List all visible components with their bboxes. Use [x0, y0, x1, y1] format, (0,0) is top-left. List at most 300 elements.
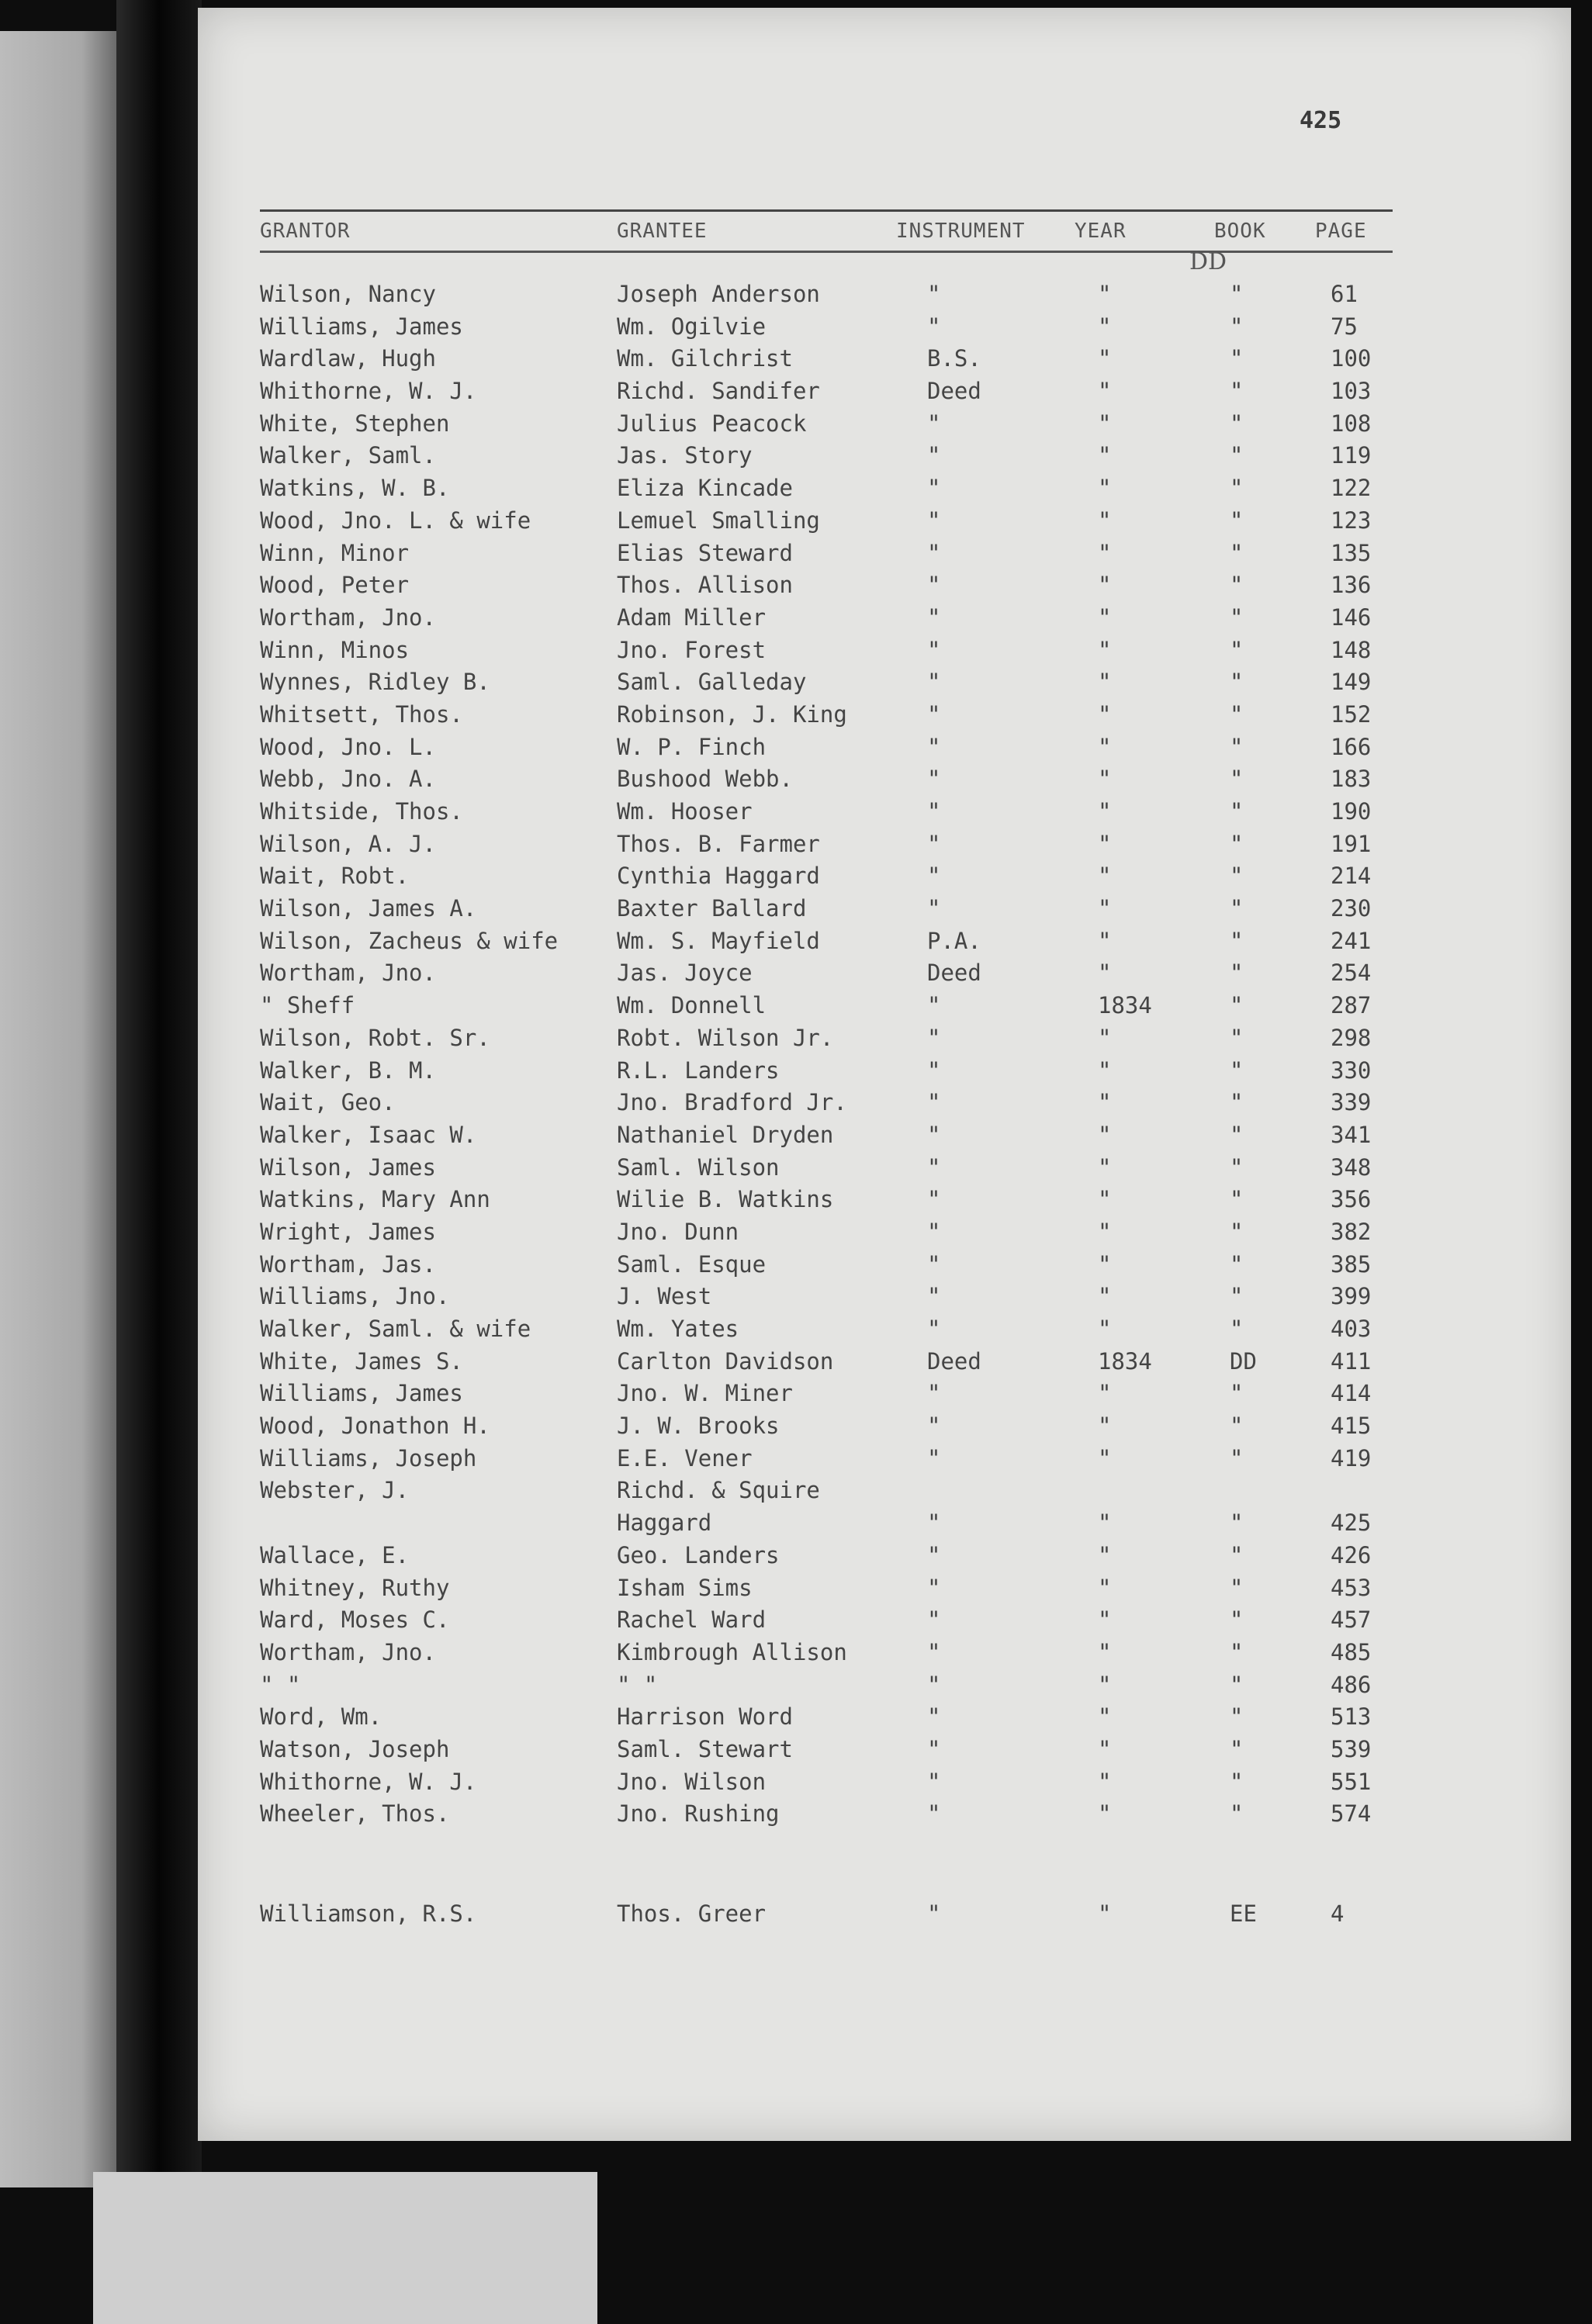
cell-instrument: ": [927, 1250, 941, 1278]
table-row: [260, 1769, 1393, 1801]
cell-book: ": [1230, 1153, 1244, 1181]
table-row: [260, 1283, 1393, 1316]
cell-grantor: Wood, Peter: [260, 572, 410, 599]
table-row: [260, 1413, 1393, 1445]
cell-grantor: Wright, James: [260, 1218, 436, 1245]
cell-instrument: ": [927, 1024, 941, 1051]
cell-instrument: ": [927, 1703, 941, 1731]
cell-grantor: Wortham, Jno.: [260, 1638, 436, 1665]
cell-grantee: Wm. S. Mayfield: [617, 927, 820, 954]
table-row: [260, 1089, 1393, 1122]
cell-page: 399: [1331, 1283, 1372, 1310]
cell-instrument: ": [927, 1121, 941, 1148]
cell-year: ": [1098, 830, 1112, 857]
table-row: [260, 1510, 1393, 1542]
cell-instrument: ": [927, 281, 941, 307]
cell-page: 341: [1331, 1121, 1372, 1148]
cell-instrument: ": [927, 1541, 941, 1568]
adjacent-page-strip: [0, 31, 116, 2187]
cell-grantee: Rachel Ward: [617, 1606, 767, 1634]
cell-year: ": [1098, 1024, 1112, 1051]
cell-grantee: Wm. Ogilvie: [617, 313, 767, 340]
table-row: [260, 1186, 1393, 1219]
table-row: [260, 1639, 1393, 1672]
cell-book: ": [1230, 798, 1244, 825]
cell-grantee: Jas. Story: [617, 442, 753, 469]
cell-grantor: Williams, James: [260, 313, 463, 340]
cell-year: ": [1098, 1250, 1112, 1278]
cell-page: 108: [1331, 410, 1372, 437]
cell-grantee: Saml. Stewart: [617, 1735, 793, 1762]
ledger-page: [198, 8, 1571, 2141]
cell-grantee: Joseph Anderson: [617, 281, 820, 307]
table-row: [260, 960, 1393, 992]
cell-instrument: Deed: [927, 1347, 981, 1375]
cell-year: ": [1098, 1153, 1112, 1181]
cell-grantee: Thos. Greer: [617, 1900, 767, 1927]
cell-instrument: ": [927, 603, 941, 631]
cell-page: 166: [1331, 733, 1372, 760]
table-row: [260, 345, 1393, 378]
table-row: [260, 1672, 1393, 1704]
cell-year: ": [1098, 1444, 1112, 1472]
cell-grantee: Jno. Wilson: [617, 1768, 767, 1795]
cell-book: ": [1230, 539, 1244, 566]
cell-grantor: Wait, Robt.: [260, 863, 410, 890]
table-row: [260, 281, 1393, 313]
cell-page: 411: [1331, 1347, 1372, 1375]
cell-grantor: Wortham, Jno.: [260, 960, 436, 987]
cell-grantor: Wallace, E.: [260, 1541, 410, 1568]
table-row: [260, 1703, 1393, 1736]
cell-page: 103: [1331, 378, 1372, 405]
cell-book: ": [1230, 507, 1244, 534]
cell-grantor: Wood, Jno. L. & wife: [260, 507, 531, 534]
cell-page: 122: [1331, 475, 1372, 502]
table-row: [260, 1316, 1393, 1348]
cell-year: ": [1098, 1606, 1112, 1634]
table-row: [260, 507, 1393, 540]
cell-grantee: Isham Sims: [617, 1574, 753, 1601]
table-row: [260, 895, 1393, 928]
cell-book: ": [1230, 1541, 1244, 1568]
cell-grantor: Wortham, Jno.: [260, 603, 436, 631]
cell-book: ": [1230, 1703, 1244, 1731]
cell-year: ": [1098, 1638, 1112, 1665]
cell-grantee: Saml. Galleday: [617, 669, 807, 696]
column-header-row: [260, 209, 1393, 253]
cell-grantee: Wm. Yates: [617, 1316, 739, 1342]
cell-grantor: Whithorne, W. J.: [260, 1768, 477, 1795]
cell-book: ": [1230, 669, 1244, 696]
cell-book: ": [1230, 572, 1244, 599]
cell-book: ": [1230, 442, 1244, 469]
header-year: YEAR: [1075, 220, 1127, 243]
cell-page: 513: [1331, 1703, 1372, 1731]
cell-grantor: Wilson, Zacheus & wife: [260, 927, 559, 954]
cell-grantor: Ward, Moses C.: [260, 1606, 450, 1634]
table-row: [260, 1057, 1393, 1090]
cell-grantee: Saml. Wilson: [617, 1153, 780, 1181]
table-row: [260, 1122, 1393, 1154]
cell-page: 254: [1331, 960, 1372, 987]
cell-year: ": [1098, 1057, 1112, 1084]
table-row: [260, 475, 1393, 507]
table-row: [260, 1380, 1393, 1413]
cell-page: 148: [1331, 636, 1372, 663]
cell-year: ": [1098, 960, 1112, 987]
header-page: PAGE: [1315, 220, 1367, 243]
cell-grantor: Wood, Jno. L.: [260, 733, 436, 760]
cell-instrument: ": [927, 1574, 941, 1601]
cell-grantee: Bushood Webb.: [617, 766, 793, 793]
table-row: [260, 1800, 1393, 1833]
cell-year: ": [1098, 378, 1112, 405]
cell-year: ": [1098, 766, 1112, 793]
cell-page: 214: [1331, 863, 1372, 890]
cell-page: 4: [1331, 1900, 1345, 1927]
cell-year: ": [1098, 1218, 1112, 1245]
cell-year: ": [1098, 603, 1112, 631]
cell-grantor: Wood, Jonathon H.: [260, 1413, 490, 1440]
table-row: [260, 734, 1393, 766]
cell-grantor: Word, Wm.: [260, 1703, 382, 1731]
cell-instrument: ": [927, 507, 941, 534]
cell-year: 1834: [1098, 992, 1152, 1019]
table-row: [260, 1736, 1393, 1769]
cell-instrument: Deed: [927, 960, 981, 987]
cell-page: 61: [1331, 281, 1358, 307]
cell-grantor: Wilson, James A.: [260, 895, 477, 922]
table-row: [260, 1025, 1393, 1057]
ledger-rows: [260, 281, 1393, 1833]
cell-grantor: Walker, Saml. & wife: [260, 1316, 531, 1342]
cell-book: DD: [1230, 1347, 1257, 1375]
table-row: [260, 1348, 1393, 1381]
cell-year: ": [1098, 1671, 1112, 1698]
table-row: [260, 1251, 1393, 1284]
cell-grantor: Whitney, Ruthy: [260, 1574, 450, 1601]
cell-grantee: Adam Miller: [617, 603, 767, 631]
cell-page: 152: [1331, 700, 1372, 728]
cell-year: ": [1098, 1574, 1112, 1601]
table-row: [260, 1575, 1393, 1607]
cell-page: 453: [1331, 1574, 1372, 1601]
cell-grantee: Saml. Esque: [617, 1250, 767, 1278]
cell-year: ": [1098, 1316, 1112, 1342]
cell-instrument: B.S.: [927, 345, 981, 372]
cell-grantee: J. W. Brooks: [617, 1413, 780, 1440]
cell-grantor: Wilson, Nancy: [260, 281, 436, 307]
cell-grantee: Jas. Joyce: [617, 960, 753, 987]
cell-grantor: Whithorne, W. J.: [260, 378, 477, 405]
cell-grantor: Webb, Jno. A.: [260, 766, 436, 793]
header-instrument: INSTRUMENT: [896, 220, 1026, 243]
cell-grantor: Walker, Saml.: [260, 442, 436, 469]
cell-page: 457: [1331, 1606, 1372, 1634]
table-row: [260, 863, 1393, 895]
cell-grantor: Wilson, James: [260, 1153, 436, 1181]
cell-instrument: ": [927, 475, 941, 502]
cell-grantee: Robinson, J. King: [617, 700, 847, 728]
cell-instrument: ": [927, 1638, 941, 1665]
cell-grantee: Julius Peacock: [617, 410, 807, 437]
table-row: [260, 1900, 1393, 1933]
cell-grantee: Haggard: [617, 1510, 712, 1537]
cell-year: ": [1098, 410, 1112, 437]
cell-year: ": [1098, 1703, 1112, 1731]
cell-instrument: ": [927, 766, 941, 793]
table-row: [260, 572, 1393, 604]
cell-grantor: Winn, Minor: [260, 539, 410, 566]
cell-instrument: ": [927, 1089, 941, 1116]
cell-book: ": [1230, 636, 1244, 663]
cell-page: 339: [1331, 1089, 1372, 1116]
cell-grantor: Walker, B. M.: [260, 1057, 436, 1084]
cell-book: ": [1230, 1218, 1244, 1245]
cell-book: ": [1230, 410, 1244, 437]
cell-page: 75: [1331, 313, 1358, 340]
cell-instrument: ": [927, 863, 941, 890]
table-row: [260, 992, 1393, 1025]
cell-book: ": [1230, 895, 1244, 922]
cell-grantee: Richd. Sandifer: [617, 378, 820, 405]
cell-book: ": [1230, 1735, 1244, 1762]
cell-page: 149: [1331, 669, 1372, 696]
cell-instrument: P.A.: [927, 927, 981, 954]
cell-grantor: Watkins, W. B.: [260, 475, 450, 502]
cell-instrument: ": [927, 1057, 941, 1084]
cell-book: ": [1230, 1510, 1244, 1537]
cell-year: ": [1098, 539, 1112, 566]
table-row: [260, 798, 1393, 831]
cell-instrument: ": [927, 1283, 941, 1310]
cell-year: ": [1098, 1541, 1112, 1568]
cell-grantor: Wait, Geo.: [260, 1089, 396, 1116]
cell-page: 330: [1331, 1057, 1372, 1084]
cell-year: ": [1098, 1186, 1112, 1213]
cell-page: 183: [1331, 766, 1372, 793]
cell-book: ": [1230, 1380, 1244, 1407]
cell-grantor: Wardlaw, Hugh: [260, 345, 436, 372]
cell-instrument: ": [927, 1510, 941, 1537]
cell-book: ": [1230, 766, 1244, 793]
cell-page: 190: [1331, 798, 1372, 825]
cell-book: ": [1230, 1283, 1244, 1310]
cell-year: ": [1098, 475, 1112, 502]
table-row: [260, 1606, 1393, 1639]
cell-instrument: ": [927, 669, 941, 696]
cell-grantor: Watson, Joseph: [260, 1735, 450, 1762]
cell-grantee: R.L. Landers: [617, 1057, 780, 1084]
cell-year: ": [1098, 733, 1112, 760]
cell-book: ": [1230, 475, 1244, 502]
cell-page: 136: [1331, 572, 1372, 599]
handwritten-book-note: DD: [1189, 248, 1227, 275]
cell-grantee: Robt. Wilson Jr.: [617, 1024, 834, 1051]
cell-grantee: Harrison Word: [617, 1703, 793, 1731]
cell-grantee: Wm. Hooser: [617, 798, 753, 825]
cell-year: ": [1098, 281, 1112, 307]
cell-book: EE: [1230, 1900, 1257, 1927]
cell-page: 485: [1331, 1638, 1372, 1665]
cell-page: 403: [1331, 1316, 1372, 1342]
cell-grantee: J. West: [617, 1283, 712, 1310]
cell-year: ": [1098, 1121, 1112, 1148]
ledger-footer-entry: [260, 1900, 1393, 1933]
cell-grantor: Williams, James: [260, 1380, 463, 1407]
cell-instrument: ": [927, 1671, 941, 1698]
cell-book: ": [1230, 1121, 1244, 1148]
cell-instrument: ": [927, 1316, 941, 1342]
cell-instrument: ": [927, 1444, 941, 1472]
cell-instrument: ": [927, 313, 941, 340]
table-row: [260, 1154, 1393, 1187]
cell-page: 486: [1331, 1671, 1372, 1698]
cell-instrument: ": [927, 895, 941, 922]
cell-instrument: Deed: [927, 378, 981, 405]
cell-grantee: Wilie B. Watkins: [617, 1186, 834, 1213]
cell-page: 230: [1331, 895, 1372, 922]
header-book: BOOK: [1214, 220, 1266, 243]
cell-instrument: ": [927, 1153, 941, 1181]
cell-book: ": [1230, 927, 1244, 954]
book-binding-gutter: [116, 0, 202, 2187]
cell-grantee: Richd. & Squire: [617, 1477, 820, 1504]
cell-grantee: Jno. Rushing: [617, 1800, 780, 1828]
cell-book: ": [1230, 281, 1244, 307]
cell-instrument: ": [927, 830, 941, 857]
cell-book: ": [1230, 992, 1244, 1019]
bottom-paper-strip: [93, 2172, 597, 2324]
cell-grantee: Lemuel Smalling: [617, 507, 820, 534]
cell-book: ": [1230, 1638, 1244, 1665]
cell-instrument: ": [927, 1380, 941, 1407]
cell-page: 385: [1331, 1250, 1372, 1278]
cell-book: ": [1230, 378, 1244, 405]
cell-grantee: Cynthia Haggard: [617, 863, 820, 890]
cell-book: ": [1230, 313, 1244, 340]
cell-year: ": [1098, 1283, 1112, 1310]
cell-grantor: White, Stephen: [260, 410, 450, 437]
cell-instrument: ": [927, 1900, 941, 1927]
cell-year: ": [1098, 1800, 1112, 1828]
cell-grantor: Wynnes, Ridley B.: [260, 669, 490, 696]
cell-year: ": [1098, 313, 1112, 340]
cell-page: 414: [1331, 1380, 1372, 1407]
cell-grantee: Carlton Davidson: [617, 1347, 834, 1375]
cell-book: ": [1230, 1057, 1244, 1084]
cell-book: ": [1230, 700, 1244, 728]
table-row: [260, 540, 1393, 572]
cell-page: 551: [1331, 1768, 1372, 1795]
cell-page: 146: [1331, 603, 1372, 631]
cell-page: 135: [1331, 539, 1372, 566]
cell-book: ": [1230, 1316, 1244, 1342]
cell-year: ": [1098, 1089, 1112, 1116]
header-grantee: GRANTEE: [617, 220, 708, 243]
cell-page: 425: [1331, 1510, 1372, 1537]
page-number: 425: [1300, 107, 1342, 134]
cell-grantee: Jno. Forest: [617, 636, 767, 663]
cell-grantee: Thos. B. Farmer: [617, 830, 820, 857]
cell-year: 1834: [1098, 1347, 1152, 1375]
cell-grantor: White, James S.: [260, 1347, 463, 1375]
cell-book: ": [1230, 345, 1244, 372]
cell-book: ": [1230, 1444, 1244, 1472]
table-row: [260, 766, 1393, 798]
cell-book: ": [1230, 1671, 1244, 1698]
cell-page: 415: [1331, 1413, 1372, 1440]
cell-instrument: ": [927, 410, 941, 437]
cell-year: ": [1098, 1735, 1112, 1762]
cell-grantee: Thos. Allison: [617, 572, 793, 599]
cell-page: 356: [1331, 1186, 1372, 1213]
cell-book: ": [1230, 960, 1244, 987]
cell-instrument: ": [927, 636, 941, 663]
cell-instrument: ": [927, 1735, 941, 1762]
cell-grantee: Wm. Donnell: [617, 992, 767, 1019]
cell-book: ": [1230, 1186, 1244, 1213]
cell-book: ": [1230, 1413, 1244, 1440]
table-row: [260, 669, 1393, 701]
cell-grantee: " ": [617, 1671, 658, 1698]
cell-instrument: ": [927, 700, 941, 728]
cell-grantor: Wilson, Robt. Sr.: [260, 1024, 490, 1051]
cell-page: 348: [1331, 1153, 1372, 1181]
cell-grantor: Williamson, R.S.: [260, 1900, 477, 1927]
cell-page: 419: [1331, 1444, 1372, 1472]
cell-page: 298: [1331, 1024, 1372, 1051]
cell-page: 382: [1331, 1218, 1372, 1245]
cell-grantor: Wheeler, Thos.: [260, 1800, 450, 1828]
cell-year: ": [1098, 895, 1112, 922]
cell-instrument: ": [927, 442, 941, 469]
cell-page: 574: [1331, 1800, 1372, 1828]
cell-instrument: ": [927, 572, 941, 599]
cell-year: ": [1098, 927, 1112, 954]
cell-grantor: Wilson, A. J.: [260, 830, 436, 857]
cell-instrument: ": [927, 1800, 941, 1828]
table-row: [260, 637, 1393, 669]
cell-page: 287: [1331, 992, 1372, 1019]
cell-grantee: Jno. W. Miner: [617, 1380, 793, 1407]
cell-grantor: Walker, Isaac W.: [260, 1121, 477, 1148]
table-row: [260, 701, 1393, 734]
cell-grantor: Williams, Jno.: [260, 1283, 450, 1310]
table-row: [260, 831, 1393, 863]
cell-grantor: " Sheff: [260, 992, 355, 1019]
cell-grantor: Whitsett, Thos.: [260, 700, 463, 728]
cell-instrument: ": [927, 1768, 941, 1795]
cell-page: 119: [1331, 442, 1372, 469]
cell-instrument: ": [927, 992, 941, 1019]
cell-year: ": [1098, 636, 1112, 663]
table-row: [260, 378, 1393, 410]
header-grantor: GRANTOR: [260, 220, 351, 243]
table-row: [260, 1445, 1393, 1478]
cell-book: ": [1230, 830, 1244, 857]
cell-year: ": [1098, 345, 1112, 372]
cell-grantee: Elias Steward: [617, 539, 793, 566]
cell-grantee: Jno. Dunn: [617, 1218, 739, 1245]
cell-grantee: W. P. Finch: [617, 733, 767, 760]
cell-book: ": [1230, 733, 1244, 760]
cell-instrument: ": [927, 1413, 941, 1440]
cell-year: ": [1098, 863, 1112, 890]
cell-year: ": [1098, 442, 1112, 469]
cell-year: ": [1098, 1768, 1112, 1795]
